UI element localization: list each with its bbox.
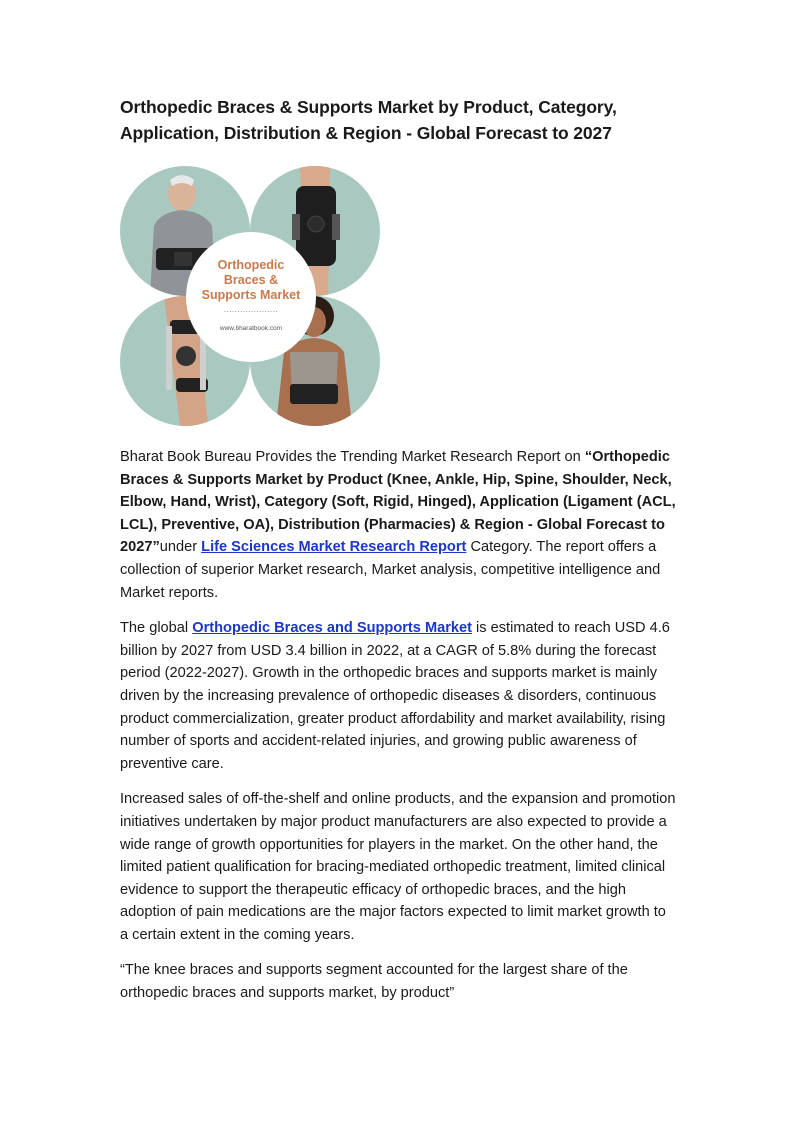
under-text: under	[159, 539, 202, 556]
knee-segment-paragraph: “The knee braces and supports segment accounted for the largest share of the orthopedic braces and supports market, by product”	[120, 962, 628, 1002]
market-rest-text: is estimated to reach USD 4.6 billion by 2027 from USD 3.4 billion in 2022, at a CAGR of 5.8% during the forecast period (2022-2027). Growth in the orthopedic braces and supports market is mainly driven by the increasing prevalence of orthopedic diseases & disorders, continuous product commercialization, greater product affordability and market availability, rising number of sports and accident-related injuries, and growing public awareness of preventive care.	[120, 620, 670, 772]
cover-url: www.bharatbook.com	[219, 325, 283, 332]
report-title-bold: “Orthopedic Braces & Supports Market by Product (Knee, Ankle, Hip, Spine, Shoulder, Neck, Elbow, Hand, Wrist), Category (Soft, Rigid, Hinged), Application (Ligament (ACL, LCL), Preventive, OA), Distribution (Pharmacies) & Region - Global Forecast to 2027”	[120, 449, 676, 556]
intro-rest-text: Category. The report offers a collection of superior Market research, Market analysis, competitive intelligence and Market reports.	[120, 539, 661, 601]
market-size-paragraph	[120, 617, 676, 775]
cover-label	[186, 232, 316, 362]
document-page	[120, 94, 676, 1018]
cover-title-line1: Orthopedic	[217, 258, 285, 272]
intro-paragraph	[120, 446, 676, 604]
cover-divider: ....................	[223, 305, 279, 314]
life-sciences-report-link[interactable]: Life Sciences Market Research Report	[201, 539, 467, 556]
intro-text: Bharat Book Bureau Provides the Trending Market Research Report on	[120, 449, 585, 465]
cover-title-line2: Braces &	[223, 273, 279, 287]
cover-title-line3: Supports Market	[201, 288, 301, 302]
orthopedic-market-link[interactable]: Orthopedic Braces and Supports Market	[192, 620, 472, 637]
market-intro-text: The global	[120, 620, 193, 637]
report-cover-graphic	[120, 166, 382, 428]
document-title: Orthopedic Braces & Supports Market by Product, Category, Application, Distribution & Region - Global Forecast to 2027	[120, 97, 617, 143]
opportunities-paragraph: Increased sales of off-the-shelf and online products, and the expansion and promotion initiatives undertaken by major product manufacturers are also expected to provide a wide range of growth opportunities for players in the market. On the other hand, the limited patient qualification for bracing-mediated orthopedic treatment, limited clinical evidence to support the therapeutic efficacy of orthopedic braces, and the high adoption of pain medications are the major factors expected to limit market growth to a certain extent in the coming years.	[120, 791, 676, 943]
